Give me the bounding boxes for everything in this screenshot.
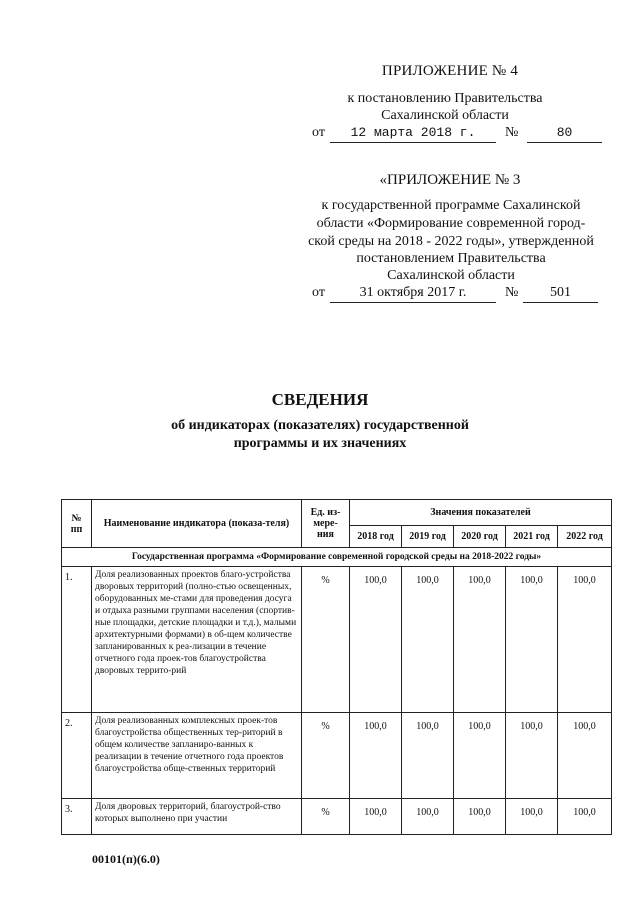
- document-title: СВЕДЕНИЯ: [271, 390, 369, 409]
- appendix3-line: ской среды на 2018 - 2022 годы», утвержденной: [308, 234, 594, 249]
- appendix4-title: ПРИЛОЖЕНИЕ № 4: [381, 63, 519, 79]
- appendix3-line: постановлением Правительства: [356, 251, 546, 266]
- row-name: Доля дворовых территорий, благоустрой-ство которых выполнено при участии: [92, 799, 302, 835]
- appendix3-number-label: №: [505, 285, 519, 300]
- row-value: 100,0: [350, 713, 402, 799]
- header-year-2021: 2021 год: [506, 526, 558, 548]
- row-unit: %: [302, 799, 350, 835]
- header-name: Наименование индикатора (показа-теля): [92, 500, 302, 548]
- row-num: 2.: [62, 713, 92, 799]
- row-value: 100,0: [558, 799, 612, 835]
- footer-form-code: 00101(п)(6.0): [92, 852, 160, 866]
- appendix3-line: Сахалинской области: [387, 268, 515, 283]
- row-name: Доля реализованных комплексных проек-тов благоустройства общественных тер-риторий в общем количестве запланиро-ванных к реализации в течение отчетного года проектов благоустройства обще-ственных территорий: [92, 713, 302, 799]
- row-value: 100,0: [402, 799, 454, 835]
- indicators-table: [61, 499, 612, 835]
- row-value: 100,0: [506, 713, 558, 799]
- document-subtitle-line2: программы и их значениях: [233, 436, 407, 451]
- appendix3-line: к государственной программе Сахалинской: [321, 198, 581, 213]
- header-year-2020: 2020 год: [454, 526, 506, 548]
- row-value: 100,0: [454, 713, 506, 799]
- row-value: 100,0: [402, 713, 454, 799]
- header-unit: Ед. из-мере-ния: [302, 500, 350, 548]
- header-values: Значения показателей: [350, 500, 612, 526]
- row-value: 100,0: [506, 799, 558, 835]
- appendix3-number: 501: [523, 285, 598, 303]
- row-num: 3.: [62, 799, 92, 835]
- appendix3-date: 31 октября 2017 г.: [330, 285, 496, 303]
- row-value: 100,0: [350, 567, 402, 713]
- row-value: 100,0: [454, 567, 506, 713]
- table-row: [62, 713, 612, 799]
- row-value: 100,0: [506, 567, 558, 713]
- header-num: № пп: [62, 500, 92, 548]
- appendix4-line1: к постановлению Правительства: [347, 91, 543, 106]
- appendix3-title: «ПРИЛОЖЕНИЕ № 3: [379, 172, 521, 188]
- appendix4-number: 80: [527, 125, 602, 143]
- header-year-2022: 2022 год: [558, 526, 612, 548]
- appendix3-ot-label: от: [312, 285, 325, 300]
- row-num: 1.: [62, 567, 92, 713]
- appendix4-ot-label: от: [312, 125, 325, 140]
- appendix4-date: 12 марта 2018 г.: [330, 125, 496, 143]
- row-unit: %: [302, 567, 350, 713]
- row-value: 100,0: [558, 713, 612, 799]
- appendix4-line2: Сахалинской области: [381, 108, 509, 123]
- appendix4-number-label: №: [505, 125, 519, 140]
- row-name: Доля реализованных проектов благо-устройства дворовых территорий (полно-стью освещенных, оборудованных ме-стами для проведения досуга и отдыха разными группами населения (спортив-ные площадки, детские площадки и т.д.), малыми архитектурными формами) в об-щем количестве запланированных к реа-лизации в течение отчетного года проек-тов благоустройства дворовых террито-рий: [92, 567, 302, 713]
- row-value: 100,0: [454, 799, 506, 835]
- table-row: [62, 567, 612, 713]
- header-year-2018: 2018 год: [350, 526, 402, 548]
- program-row: Государственная программа «Формирование современной городской среды на 2018-2022 годы»: [62, 548, 612, 567]
- row-value: 100,0: [350, 799, 402, 835]
- header-year-2019: 2019 год: [402, 526, 454, 548]
- row-value: 100,0: [558, 567, 612, 713]
- appendix3-line: области «Формирование современной город-: [316, 216, 586, 231]
- table-row: [62, 799, 612, 835]
- document-subtitle-line1: об индикаторах (показателях) государственной: [171, 418, 469, 433]
- row-unit: %: [302, 713, 350, 799]
- row-value: 100,0: [402, 567, 454, 713]
